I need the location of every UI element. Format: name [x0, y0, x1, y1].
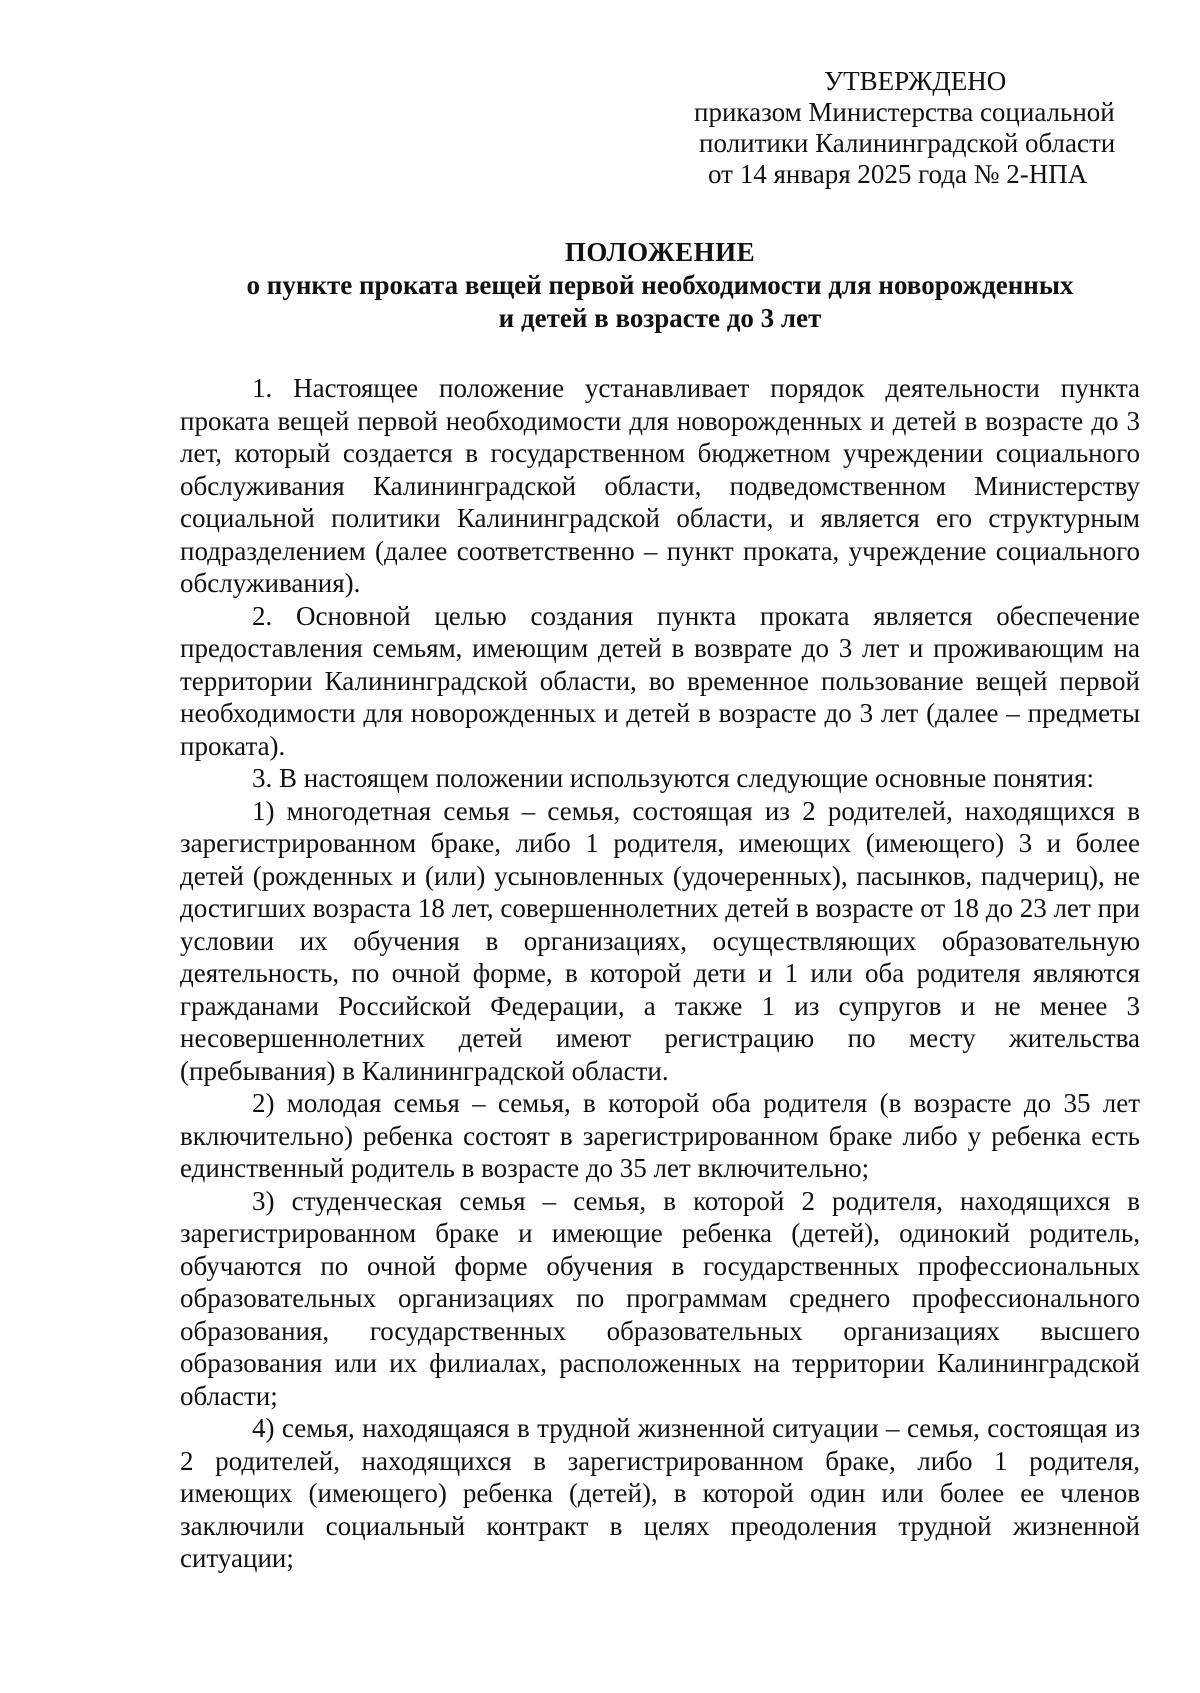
- paragraph-2: 2. Основной целью создания пункта проката является обеспечение предоставления семьям, имеющим детей в возврате до 3 лет и проживающим на территории Калининградской области, во временное пользование вещей первой необходимости для новорожденных и детей в возрасте до 3 лет (далее – предметы проката).: [180, 600, 1140, 761]
- paragraph-3: 3. В настоящем положении используются следующие основные понятия:: [252, 763, 1095, 793]
- approval-title: УТВЕРЖДЕНО: [824, 66, 1007, 96]
- paragraph-3-item-4: 4) семья, находящаяся в трудной жизненной ситуации – семья, состоящая из 2 родителей, находящихся в зарегистрированном браке, либо 1 родителя, имеющих (имеющего) ребенка (детей), в которой один или более ее членов заключили социальный контракт в целях преодоления трудной жизненной ситуации;: [180, 1413, 1140, 1573]
- paragraph-3-item-1: 1) многодетная семья – семья, состоящая из 2 родителей, находящихся в зарегистрированном браке, либо 1 родителя, имеющих (имеющего) 3 и более детей (рожденных и (или) усыновленных (удочеренных), пасынков, падчериц), не достигших возраста 18 лет, совершеннолетних детей в возрасте от 18 до 23 лет при условии их обучения в организациях, осуществляющих образовательную деятельность, по очной форме, в которой дети и 1 или оба родителя являются гражданами Российской Федерации, а также 1 из супругов и не менее 3 несовершеннолетних детей имеют регистрацию по месту жительства (пребывания) в Калининградской области.: [180, 795, 1140, 1086]
- document-body: [180, 372, 1140, 1575]
- approval-stamp-block: [694, 66, 1164, 190]
- document-heading: [180, 236, 1140, 335]
- document-subtitle-line-2: и детей в возрасте до 3 лет: [498, 303, 822, 333]
- paragraph-1: 1. Настоящее положение устанавливает порядок деятельности пункта проката вещей первой необходимости для новорожденных и детей в возрасте до 3 лет, который создается в государственном бюджетном учреждении социального обслуживания Калининградской области, подведомственном Министерству социальной политики Калининградской области, и является его структурным подразделением (далее соответственно – пункт проката, учреждение социального обслуживания).: [180, 373, 1140, 598]
- approval-line-3: от 14 января 2025 года № 2-НПА: [708, 159, 1088, 189]
- approval-line-2: политики Калининградской области: [699, 128, 1116, 158]
- document-title: ПОЛОЖЕНИЕ: [564, 237, 756, 267]
- document-subtitle-line-1: о пункте проката вещей первой необходимости для новорожденных: [246, 270, 1074, 300]
- paragraph-3-item-2: 2) молодая семья – семья, в которой оба родителя (в возрасте до 35 лет включительно) ребенка состоят в зарегистрированном браке либо у ребенка есть единственный родитель в возрасте до 35 лет включительно;: [180, 1088, 1140, 1183]
- approval-line-1: приказом Министерства социальной: [694, 97, 1115, 127]
- paragraph-3-item-3: 3) студенческая семья – семья, в которой 2 родителя, находящихся в зарегистрированном браке и имеющие ребенка (детей), одинокий родитель, обучаются по очной форме обучения в государственных профессиональных образовательных организациях по программам среднего профессионального образования, государственных образовательных организациях высшего образования или их филиалах, расположенных на территории Калининградской области;: [180, 1185, 1140, 1411]
